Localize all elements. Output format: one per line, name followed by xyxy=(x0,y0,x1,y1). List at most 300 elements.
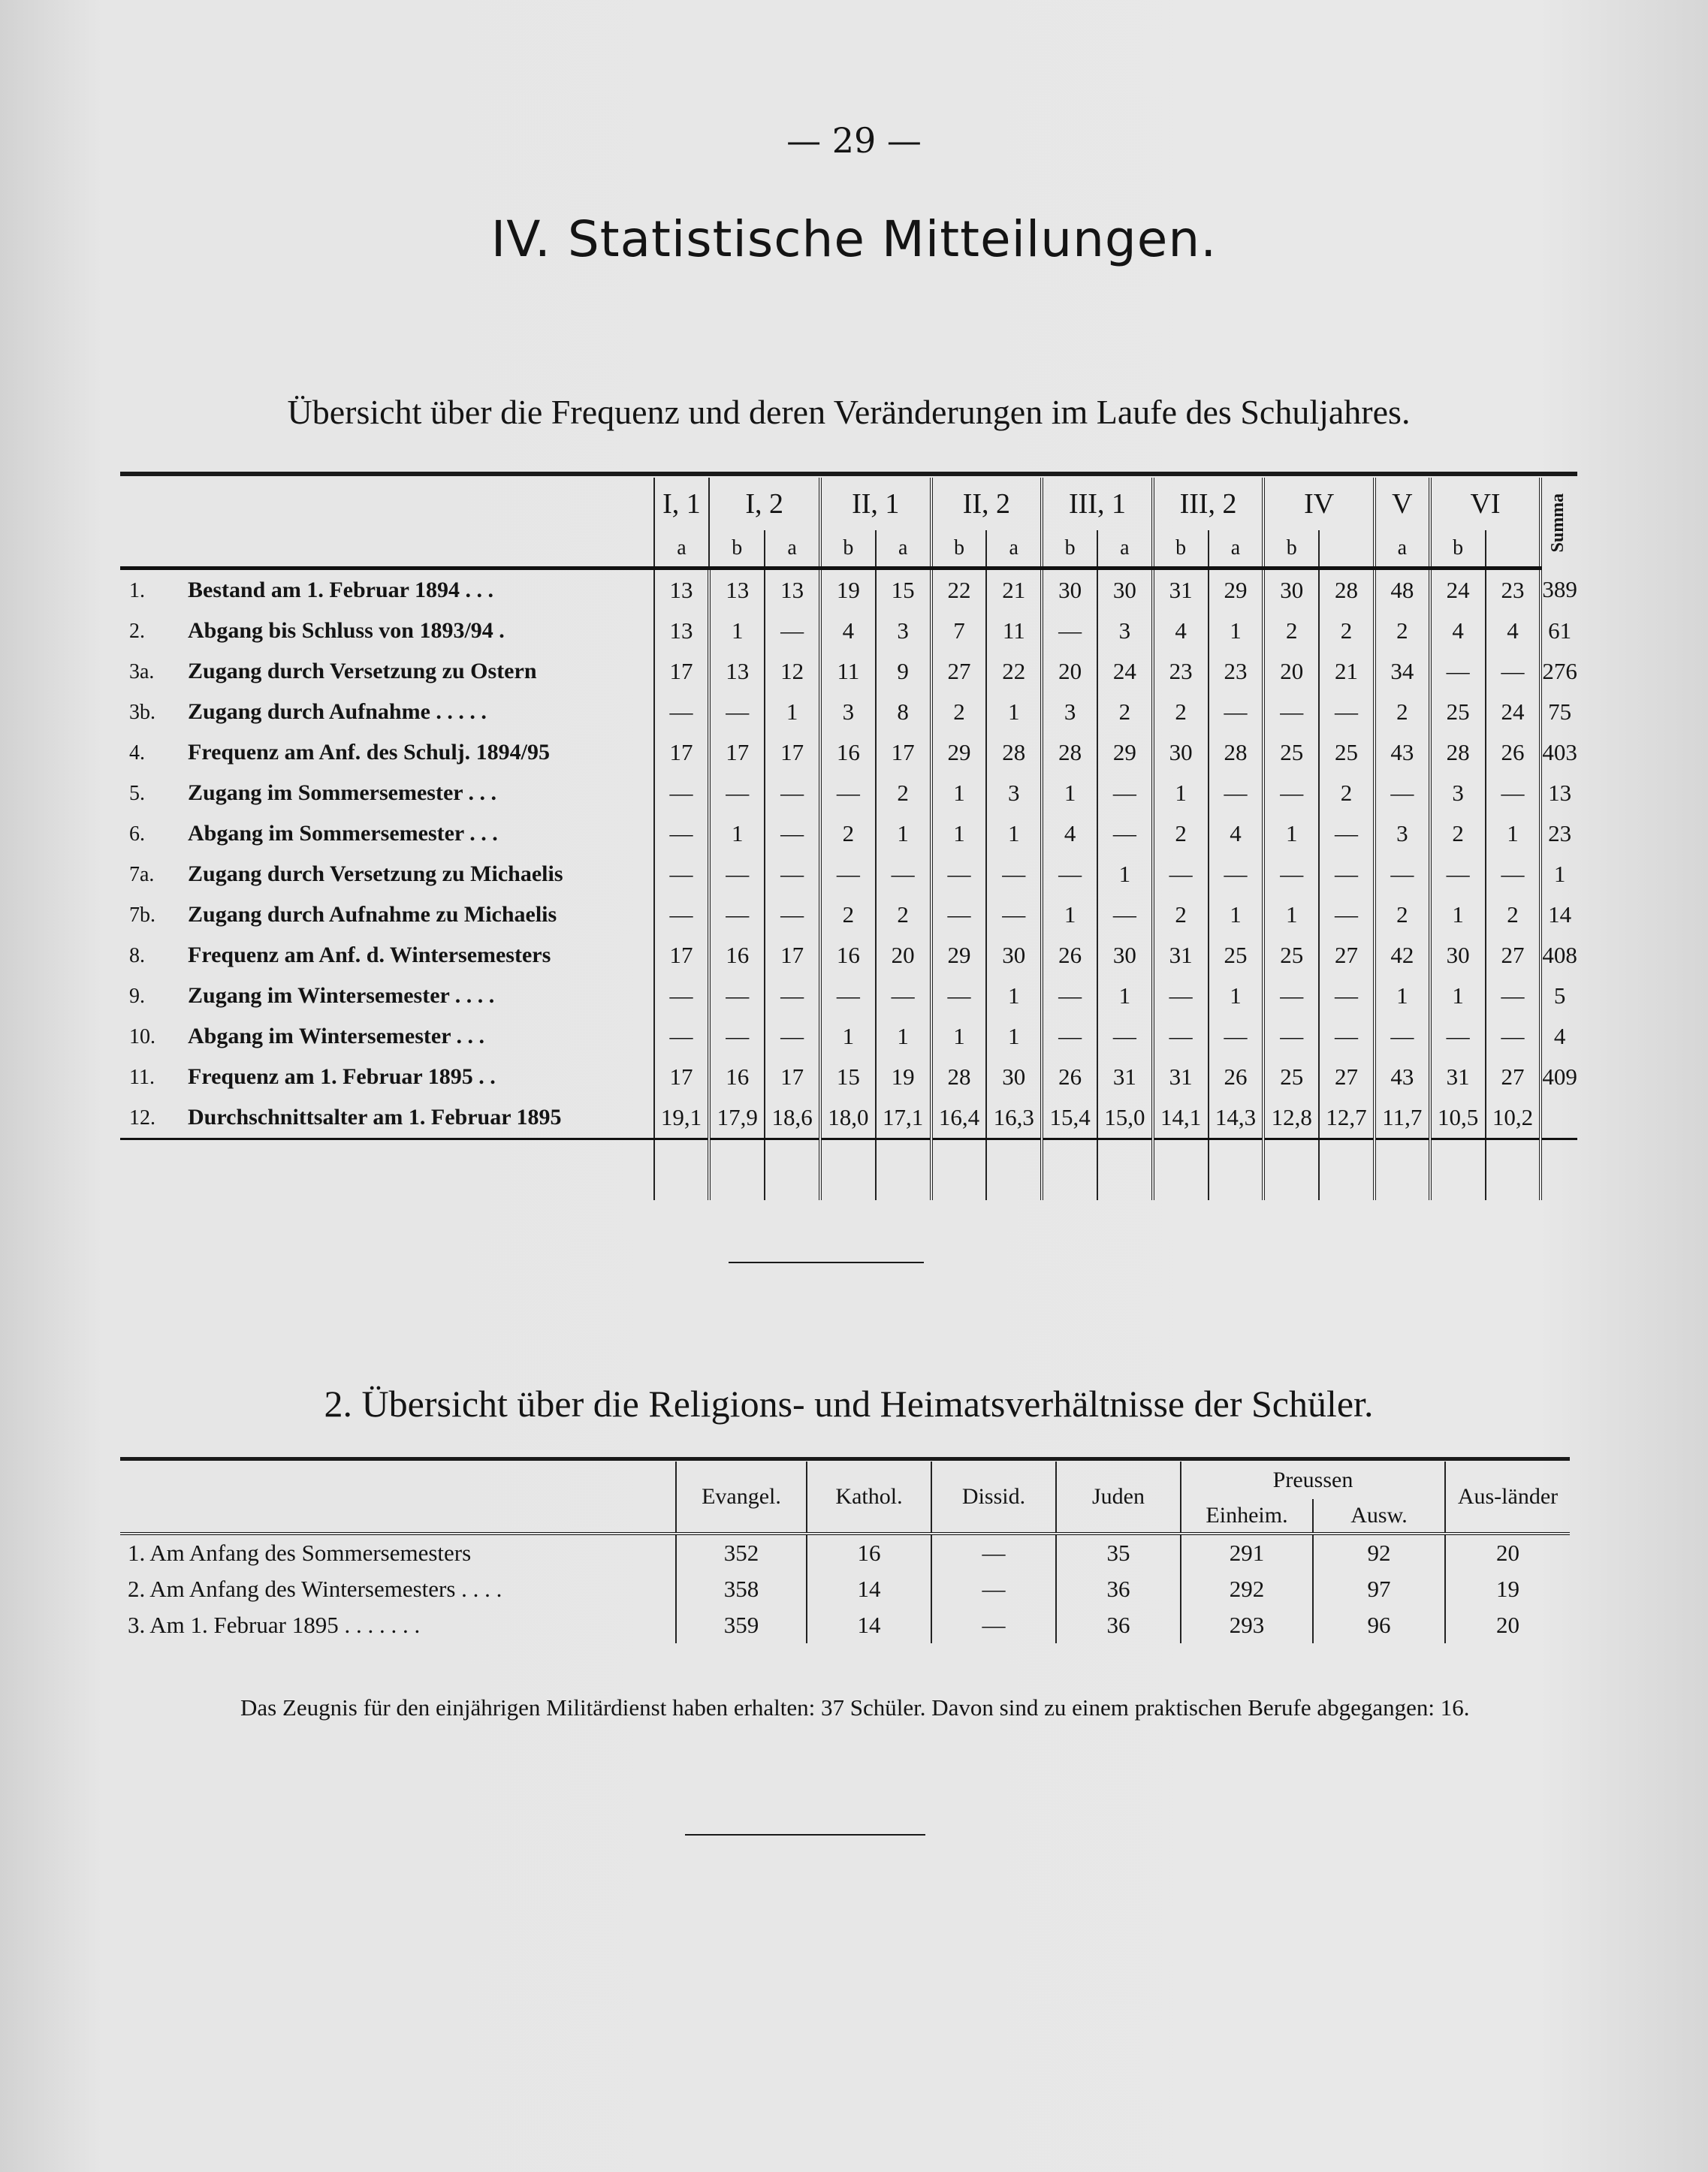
table-row xyxy=(120,1016,1577,1057)
table-cell: — xyxy=(1375,1016,1430,1057)
table-cell: 28 xyxy=(986,732,1042,773)
row-number: 9. xyxy=(129,985,145,1008)
row-label xyxy=(120,935,654,976)
subheader xyxy=(1319,530,1375,569)
table-cell: 3 xyxy=(986,773,1042,813)
subheader xyxy=(1486,530,1541,569)
table-cell: 43 xyxy=(1375,1057,1430,1097)
table-cell: 25 xyxy=(1263,732,1319,773)
table-cell: 1 xyxy=(709,611,765,651)
table-cell: — xyxy=(876,976,931,1016)
table-cell: 2 xyxy=(1153,813,1209,854)
evangel-header: Evangel. xyxy=(676,1462,807,1534)
row-label xyxy=(120,569,654,611)
table-cell: 30 xyxy=(1263,569,1319,611)
table-cell: 31 xyxy=(1153,1057,1209,1097)
table-cell: 1 xyxy=(1375,976,1430,1016)
table-cell: — xyxy=(709,1016,765,1057)
bottom-divider xyxy=(685,1834,925,1836)
table-cell: — xyxy=(986,894,1042,935)
table-cell: 3 xyxy=(1430,773,1486,813)
row-label xyxy=(120,1057,654,1097)
row-label: 3. Am 1. Februar 1895 . . . . . . . xyxy=(128,1612,421,1638)
row-text: Abgang im Wintersemester . . . xyxy=(188,1024,484,1048)
subheader: a xyxy=(765,530,820,569)
table-cell: 27 xyxy=(1486,1057,1541,1097)
label-subheader xyxy=(120,530,654,569)
table-cell: — xyxy=(654,1016,710,1057)
table-cell: 30 xyxy=(1097,935,1153,976)
spacer xyxy=(654,1139,710,1201)
table-cell: 2 xyxy=(820,813,876,854)
table-cell: 92 xyxy=(1313,1534,1445,1571)
table-cell: 19 xyxy=(876,1057,931,1097)
table-cell: 1 xyxy=(765,692,820,732)
table-cell: 27 xyxy=(1319,1057,1375,1097)
row-label xyxy=(120,1097,654,1139)
ausw-header: Ausw. xyxy=(1313,1499,1445,1534)
table-cell: 25 xyxy=(1209,935,1264,976)
table-cell: — xyxy=(1430,651,1486,692)
table-cell: 23 xyxy=(1153,651,1209,692)
table-cell: 16 xyxy=(709,935,765,976)
table-cell: 291 xyxy=(1181,1534,1313,1571)
table-cell: — xyxy=(1263,854,1319,894)
table-cell: 2 xyxy=(931,692,987,732)
table-cell: 15,4 xyxy=(1042,1097,1097,1139)
row-label xyxy=(120,773,654,813)
table-cell: 408 xyxy=(1541,935,1577,976)
table-row xyxy=(120,1534,1570,1571)
table-cell: 61 xyxy=(1541,611,1577,651)
table-cell: 1 xyxy=(1263,813,1319,854)
table-cell: 21 xyxy=(1319,651,1375,692)
table-cell: — xyxy=(876,854,931,894)
table-row xyxy=(120,732,1577,773)
summa-header: Summa xyxy=(1541,478,1577,569)
table-cell: — xyxy=(765,773,820,813)
label-header xyxy=(120,478,654,530)
table-cell: 19 xyxy=(1445,1571,1570,1607)
einheim-header: Einheim. xyxy=(1181,1499,1313,1534)
table-cell: 22 xyxy=(986,651,1042,692)
subheader: a xyxy=(1209,530,1264,569)
table-cell: — xyxy=(820,976,876,1016)
table-cell: — xyxy=(1375,854,1430,894)
table-cell: 1 xyxy=(1097,976,1153,1016)
spacer xyxy=(986,1139,1042,1201)
auslaender-label: Aus-länder xyxy=(1457,1484,1559,1509)
table-cell: 16,3 xyxy=(986,1097,1042,1139)
divider-rule xyxy=(729,1262,924,1263)
table-cell: 1 xyxy=(986,976,1042,1016)
table-cell: 42 xyxy=(1375,935,1430,976)
table-cell: — xyxy=(1209,773,1264,813)
table-cell: 28 xyxy=(931,1057,987,1097)
row-text: Frequenz am 1. Februar 1895 . . xyxy=(188,1064,496,1089)
religion-table-body xyxy=(120,1534,1570,1643)
table-cell: — xyxy=(1097,1016,1153,1057)
table-row xyxy=(120,1097,1577,1139)
table-cell: 2 xyxy=(1153,894,1209,935)
table-cell: 30 xyxy=(1153,732,1209,773)
table-cell: 1 xyxy=(1430,976,1486,1016)
table-cell: 2 xyxy=(1375,611,1430,651)
row-label xyxy=(120,894,654,935)
table-cell: 17,1 xyxy=(876,1097,931,1139)
table-cell: — xyxy=(765,1016,820,1057)
table-cell: 30 xyxy=(986,935,1042,976)
table-cell: 10,2 xyxy=(1486,1097,1541,1139)
table-cell: — xyxy=(654,854,710,894)
table-cell: 18,0 xyxy=(820,1097,876,1139)
table-cell: — xyxy=(709,773,765,813)
table-cell: 35 xyxy=(1056,1534,1181,1571)
table-cell: 16 xyxy=(820,935,876,976)
table-cell: — xyxy=(765,611,820,651)
table-cell: 28 xyxy=(1430,732,1486,773)
table-cell: 3 xyxy=(1042,692,1097,732)
table2-top-rule xyxy=(120,1457,1570,1461)
table-cell: 26 xyxy=(1042,1057,1097,1097)
table-cell: 4 xyxy=(1541,1016,1577,1057)
table-cell: — xyxy=(1263,692,1319,732)
rule-extension-row xyxy=(120,1139,1577,1201)
table-cell: 1 xyxy=(1153,773,1209,813)
row-number: 6. xyxy=(129,822,145,846)
table-cell: 22 xyxy=(931,569,987,611)
table-cell: — xyxy=(1375,773,1430,813)
table-cell: 20 xyxy=(1263,651,1319,692)
table-cell: 14,1 xyxy=(1153,1097,1209,1139)
table-cell: — xyxy=(1097,813,1153,854)
kathol-header: Kathol. xyxy=(807,1462,931,1534)
row-text: Zugang durch Versetzung zu Michaelis xyxy=(188,861,563,886)
table-cell: — xyxy=(1430,1016,1486,1057)
table-cell: 1 xyxy=(1209,976,1264,1016)
juden-header: Juden xyxy=(1056,1462,1181,1534)
row-text: Zugang im Sommersemester . . . xyxy=(188,780,497,805)
table-cell: 26 xyxy=(1042,935,1097,976)
table-cell: — xyxy=(765,813,820,854)
subheader: b xyxy=(1153,530,1209,569)
spacer xyxy=(765,1139,820,1201)
table-cell: 409 xyxy=(1541,1057,1577,1097)
table-cell: 2 xyxy=(1375,894,1430,935)
table-cell: — xyxy=(986,854,1042,894)
table-cell: — xyxy=(1486,1016,1541,1057)
table-cell: 12,8 xyxy=(1263,1097,1319,1139)
table-cell: 13 xyxy=(654,569,710,611)
table-cell: — xyxy=(1209,854,1264,894)
spacer xyxy=(820,1139,876,1201)
table-cell: 96 xyxy=(1313,1607,1445,1643)
table-row xyxy=(120,813,1577,854)
table-cell: 13 xyxy=(709,651,765,692)
table-cell: 1 xyxy=(1263,894,1319,935)
table-cell: — xyxy=(654,894,710,935)
table-cell: 23 xyxy=(1541,813,1577,854)
table-cell: 11,7 xyxy=(1375,1097,1430,1139)
table-cell: 24 xyxy=(1430,569,1486,611)
table-cell: 27 xyxy=(1319,935,1375,976)
table-cell: 30 xyxy=(1097,569,1153,611)
class-header: IV xyxy=(1263,478,1375,530)
table-cell: — xyxy=(765,894,820,935)
subheader: a xyxy=(1097,530,1153,569)
subheader: b xyxy=(1263,530,1319,569)
military-service-note: Das Zeugnis für den einjährigen Militärdienst haben erhalten: 37 Schüler. Davon sind zu einem praktischen Berufe abgegangen: 16. xyxy=(240,1694,1470,1721)
table-cell: 3 xyxy=(876,611,931,651)
class-header: I, 2 xyxy=(709,478,820,530)
table-cell: — xyxy=(1486,651,1541,692)
table1-top-rule xyxy=(120,472,1577,476)
subheader: b xyxy=(931,530,987,569)
spacer xyxy=(876,1139,931,1201)
table-cell: — xyxy=(1209,692,1264,732)
table-cell: 1 xyxy=(709,813,765,854)
table-cell: — xyxy=(765,854,820,894)
table-cell: — xyxy=(1486,854,1541,894)
table-cell: — xyxy=(1153,854,1209,894)
row-label xyxy=(120,692,654,732)
table-cell: 25 xyxy=(1263,1057,1319,1097)
subheader: b xyxy=(1042,530,1097,569)
table-row xyxy=(120,569,1577,611)
table-cell: — xyxy=(654,773,710,813)
table-row xyxy=(120,854,1577,894)
auslaender-header xyxy=(1445,1462,1570,1534)
table-cell: 11 xyxy=(986,611,1042,651)
table-cell: — xyxy=(709,692,765,732)
table-cell: 26 xyxy=(1209,1057,1264,1097)
table-cell: — xyxy=(1319,976,1375,1016)
table-cell: 3 xyxy=(820,692,876,732)
table2-title: 2. Übersicht über die Religions- und Heimatsverhältnisse der Schüler. xyxy=(324,1383,1374,1425)
table-cell: — xyxy=(1097,894,1153,935)
table-cell: — xyxy=(1153,976,1209,1016)
table-cell: 4 xyxy=(1486,611,1541,651)
spacer xyxy=(1097,1139,1153,1201)
table-cell: 30 xyxy=(986,1057,1042,1097)
table-cell: 4 xyxy=(1430,611,1486,651)
table-cell: 1 xyxy=(1042,894,1097,935)
table-cell: 19,1 xyxy=(654,1097,710,1139)
table-cell: 1 xyxy=(1097,854,1153,894)
spacer xyxy=(709,1139,765,1201)
table-cell: — xyxy=(1042,611,1097,651)
row-label xyxy=(120,854,654,894)
table-cell: 18,6 xyxy=(765,1097,820,1139)
table-cell: 23 xyxy=(1209,651,1264,692)
row-number: 11. xyxy=(129,1066,155,1089)
table-cell: — xyxy=(820,854,876,894)
row-text: Zugang durch Versetzung zu Ostern xyxy=(188,659,537,683)
table-cell: 3 xyxy=(1097,611,1153,651)
table-cell: 2 xyxy=(1153,692,1209,732)
table-cell: — xyxy=(1097,773,1153,813)
table-cell: — xyxy=(931,1534,1056,1571)
table-cell: 13 xyxy=(709,569,765,611)
table-cell: — xyxy=(1319,854,1375,894)
table-cell: 2 xyxy=(1375,692,1430,732)
table-cell: 9 xyxy=(876,651,931,692)
table-cell: — xyxy=(1319,813,1375,854)
row-number: 1. xyxy=(129,579,145,602)
table-cell: 16 xyxy=(709,1057,765,1097)
table-cell: — xyxy=(1153,1016,1209,1057)
row-number: 3a. xyxy=(129,660,155,683)
table-cell: 20 xyxy=(1445,1607,1570,1643)
table-cell: — xyxy=(1319,894,1375,935)
table-cell: 28 xyxy=(1209,732,1264,773)
preussen-header: Preussen xyxy=(1181,1462,1445,1499)
row-number: 2. xyxy=(129,620,145,643)
table-cell: — xyxy=(1042,854,1097,894)
class-header: III, 1 xyxy=(1042,478,1153,530)
table-cell: — xyxy=(1430,854,1486,894)
label-header xyxy=(120,1462,676,1534)
table-cell: 389 xyxy=(1541,569,1577,611)
class-header: VI xyxy=(1430,478,1541,530)
spacer xyxy=(1541,1139,1577,1201)
spacer xyxy=(1486,1139,1541,1201)
table-cell: 17 xyxy=(876,732,931,773)
row-number: 7a. xyxy=(129,863,155,886)
table-cell: 1 xyxy=(931,813,987,854)
table-cell: — xyxy=(709,894,765,935)
table-cell: 15,0 xyxy=(1097,1097,1153,1139)
table-cell: 2 xyxy=(1319,611,1375,651)
row-number: 3b. xyxy=(129,701,155,724)
subheader: a xyxy=(876,530,931,569)
religion-table xyxy=(120,1462,1570,1643)
table-cell: — xyxy=(931,976,987,1016)
table-cell: 20 xyxy=(1445,1534,1570,1571)
row-text: Zugang im Wintersemester . . . . xyxy=(188,983,495,1008)
table-cell: 11 xyxy=(820,651,876,692)
page-number: — 29 — xyxy=(786,120,922,161)
section-title: IV. Statistische Mitteilungen. xyxy=(490,210,1218,268)
table-cell: 14 xyxy=(807,1607,931,1643)
table-cell: 21 xyxy=(986,569,1042,611)
table-cell: 276 xyxy=(1541,651,1577,692)
row-number: 10. xyxy=(129,1025,155,1048)
table-cell: 1 xyxy=(1486,813,1541,854)
table-cell: — xyxy=(1263,773,1319,813)
table-row xyxy=(120,1057,1577,1097)
table-row xyxy=(120,651,1577,692)
table-cell: — xyxy=(1486,976,1541,1016)
spacer xyxy=(1042,1139,1097,1201)
table-cell: 1 xyxy=(1430,894,1486,935)
class-header: II, 2 xyxy=(931,478,1043,530)
table-cell: 30 xyxy=(1430,935,1486,976)
table-cell: 17 xyxy=(765,935,820,976)
table-cell: 352 xyxy=(676,1534,807,1571)
table-cell: — xyxy=(654,976,710,1016)
table-cell: 4 xyxy=(1209,813,1264,854)
table-cell: 1 xyxy=(876,813,931,854)
frequency-table xyxy=(120,478,1577,1200)
table-cell: 17 xyxy=(765,732,820,773)
table-cell: 3 xyxy=(1375,813,1430,854)
table-cell: 97 xyxy=(1313,1571,1445,1607)
spacer xyxy=(1153,1139,1209,1201)
table-cell: 7 xyxy=(931,611,987,651)
row-text: Abgang bis Schluss von 1893/94 . xyxy=(188,618,505,643)
table-cell: 1 xyxy=(931,1016,987,1057)
table-cell: 4 xyxy=(1153,611,1209,651)
table-cell: — xyxy=(931,1607,1056,1643)
table-row xyxy=(120,692,1577,732)
table-cell: 293 xyxy=(1181,1607,1313,1643)
table-cell: 20 xyxy=(1042,651,1097,692)
table-cell: 19 xyxy=(820,569,876,611)
table-cell: 403 xyxy=(1541,732,1577,773)
spacer xyxy=(1375,1139,1430,1201)
table-cell: 31 xyxy=(1153,935,1209,976)
table-cell: 358 xyxy=(676,1571,807,1607)
table-cell: 30 xyxy=(1042,569,1097,611)
table-cell: 12,7 xyxy=(1319,1097,1375,1139)
table-cell: 17 xyxy=(654,732,710,773)
table-cell: 36 xyxy=(1056,1571,1181,1607)
table-cell: 292 xyxy=(1181,1571,1313,1607)
table-cell: 10,5 xyxy=(1430,1097,1486,1139)
table-cell: 26 xyxy=(1486,732,1541,773)
table-cell: 2 xyxy=(1097,692,1153,732)
table-cell: 2 xyxy=(820,894,876,935)
subheader: a xyxy=(986,530,1042,569)
row-text: Durchschnittsalter am 1. Februar 1895 xyxy=(188,1105,562,1130)
row-text: Frequenz am Anf. d. Wintersemesters xyxy=(188,943,551,967)
row-label: 2. Am Anfang des Wintersemesters . . . . xyxy=(128,1576,502,1602)
table-row xyxy=(120,611,1577,651)
spacer xyxy=(1319,1139,1375,1201)
table-cell: 24 xyxy=(1486,692,1541,732)
table-cell: 29 xyxy=(1209,569,1264,611)
row-text: Abgang im Sommersemester . . . xyxy=(188,821,498,846)
table-cell: 2 xyxy=(876,894,931,935)
table-cell: 25 xyxy=(1319,732,1375,773)
table-cell: 31 xyxy=(1097,1057,1153,1097)
table-cell: 1 xyxy=(1541,854,1577,894)
table-cell: 29 xyxy=(931,732,987,773)
table-cell: 31 xyxy=(1430,1057,1486,1097)
table-row xyxy=(120,935,1577,976)
table-cell: 24 xyxy=(1097,651,1153,692)
table-cell: 2 xyxy=(1430,813,1486,854)
row-number: 8. xyxy=(129,944,145,967)
table-cell: — xyxy=(654,813,710,854)
table-cell: 25 xyxy=(1430,692,1486,732)
spacer xyxy=(120,1139,654,1201)
subheader: b xyxy=(820,530,876,569)
row-label xyxy=(120,813,654,854)
table-cell: 28 xyxy=(1042,732,1097,773)
row-text: Bestand am 1. Februar 1894 . . . xyxy=(188,578,493,602)
table-cell: 14 xyxy=(1541,894,1577,935)
table-cell: 4 xyxy=(1042,813,1097,854)
table-cell: 8 xyxy=(876,692,931,732)
spacer xyxy=(1430,1139,1486,1201)
table-cell: — xyxy=(931,894,987,935)
table-cell: 16,4 xyxy=(931,1097,987,1139)
spacer xyxy=(1263,1139,1319,1201)
table-cell: 27 xyxy=(931,651,987,692)
table-cell: 34 xyxy=(1375,651,1430,692)
